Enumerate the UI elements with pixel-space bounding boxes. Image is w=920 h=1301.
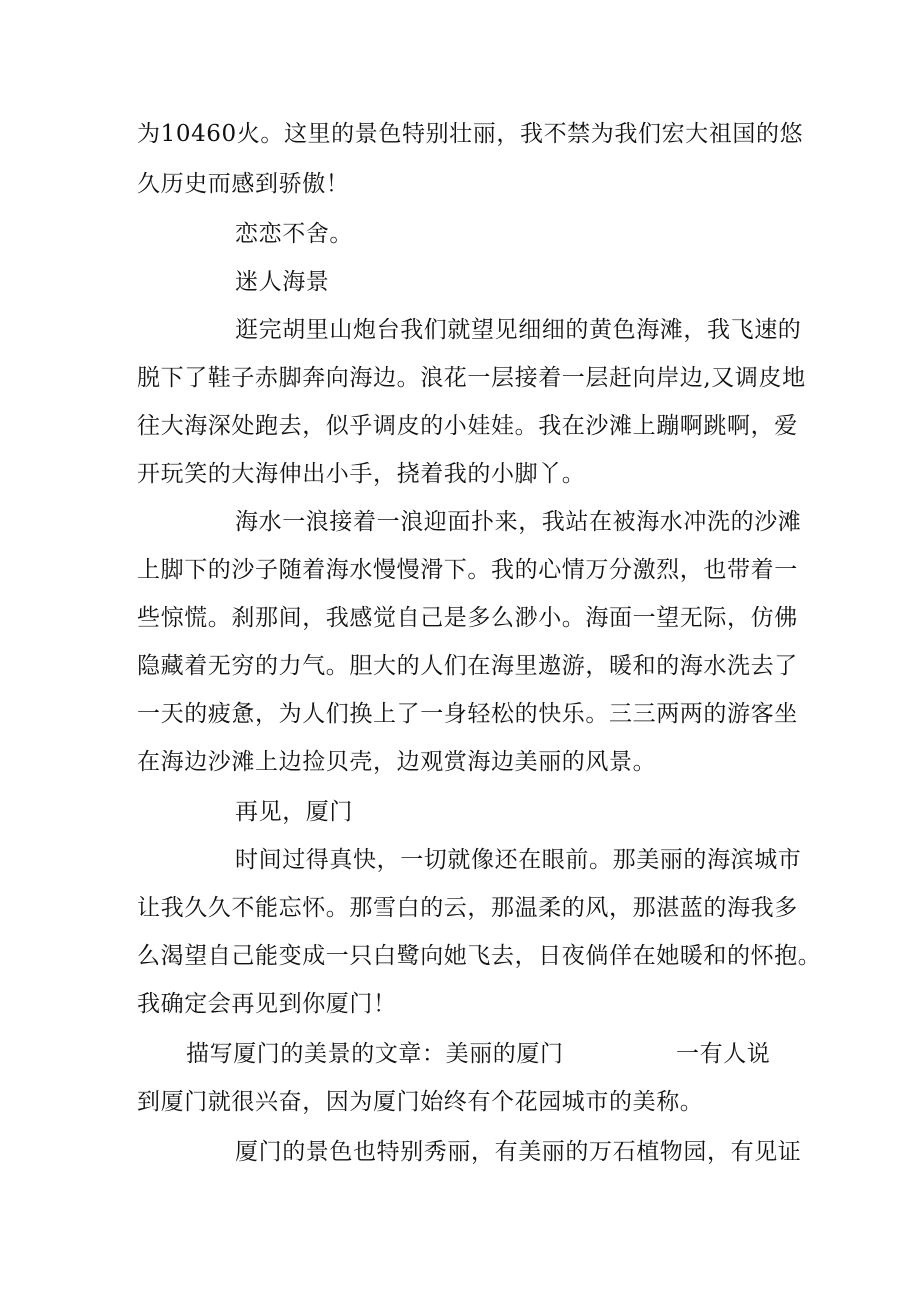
section-heading: 迷人海景 [235, 269, 330, 295]
heading-line: 恋恋不舍。 [235, 221, 353, 247]
text-line: 往大海深处跑去，似乎调皮的小娃娃。我在沙滩上蹦啊跳啊，爱 [137, 413, 798, 439]
text-line: 到厦门就很兴奋，因为厦门始终有个花园城市的美称。 [137, 1089, 704, 1115]
text-line: 厦门的景色也特别秀丽，有美丽的万石植物园，有见证 [235, 1139, 802, 1165]
section-heading: 再见，厦门 [235, 799, 353, 825]
text-line: 一有人说 [676, 1041, 771, 1067]
text-line: 隐藏着无穷的力气。胆大的人们在海里遨游，暖和的海水洗去了 [137, 653, 798, 679]
text-line: 时间过得真快，一切就像还在眼前。那美丽的海滨城市 [235, 847, 802, 873]
text-line: 让我久久不能忘怀。那雪白的云，那温柔的风，那湛蓝的海我多 [137, 895, 798, 921]
text-line: 开玩笑的大海伸出小手，挠着我的小脚丫。 [137, 461, 586, 487]
text-line: 么渴望自己能变成一只白鹭向她飞去，日夜倘佯在她暖和的怀抱。 [137, 943, 822, 969]
text-line: 脱下了鞋子赤脚奔向海边。浪花一层接着一层赶向岸边,又调皮地 [137, 365, 806, 391]
text-line: 久历史而感到骄傲！ [137, 171, 350, 197]
text-line: 逛完胡里山炮台我们就望见细细的黄色海滩，我飞速的 [235, 317, 802, 343]
text-line: 我确定会再见到你厦门！ [137, 991, 397, 1017]
text-line: 些惊慌。刹那间，我感觉自己是多么渺小。海面一望无际，仿佛 [137, 605, 798, 631]
article-title: 描写厦门的美景的文章：美丽的厦门 [186, 1041, 564, 1067]
text-line: 海水一浪接着一浪迎面扑来，我站在被海水冲洗的沙滩 [235, 509, 802, 535]
text-line: 一天的疲惫，为人们换上了一身轻松的快乐。三三两两的游客坐 [137, 701, 798, 727]
text-line: 为10460火。这里的景色特别壮丽，我不禁为我们宏大祖国的悠 [137, 121, 804, 147]
text-line: 上脚下的沙子随着海水慢慢滑下。我的心情万分激烈，也带着一 [137, 557, 798, 583]
text-line: 在海边沙滩上边捡贝壳，边观赏海边美丽的风景。 [137, 749, 657, 775]
